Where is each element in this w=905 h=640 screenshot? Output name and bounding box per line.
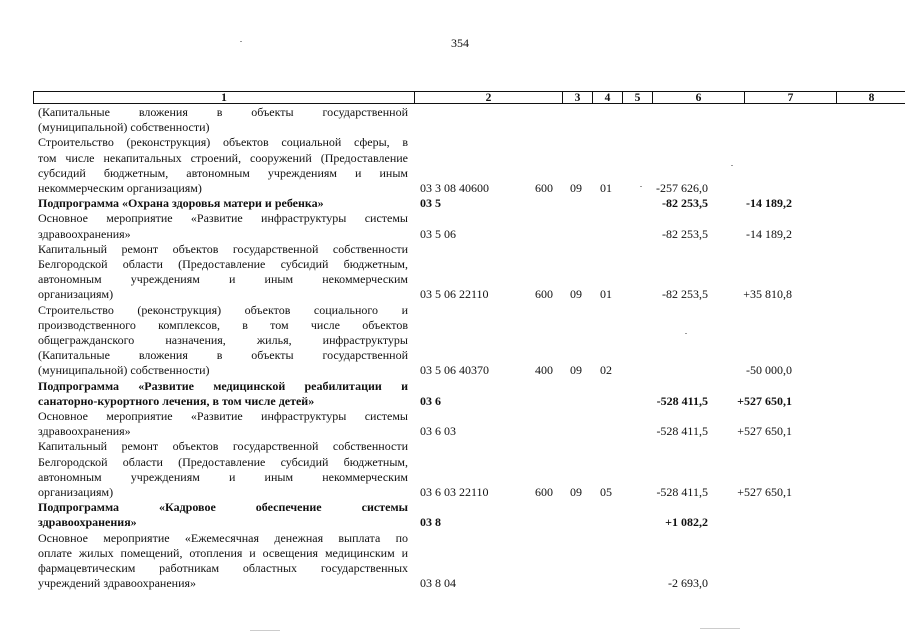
amount-col-7: +527 650,1 xyxy=(737,424,792,439)
expense-type: 600 xyxy=(535,484,553,499)
description-line: Капитальный ремонт объектов государственной собственности xyxy=(38,241,408,256)
description-line: автономным учреждениям и иным некоммерческим xyxy=(38,272,408,287)
description-line: субсидий бюджетным, автономным учреждениям и иным xyxy=(38,165,408,180)
header-col-5: 5 xyxy=(623,91,653,104)
description-line: здравоохранения» xyxy=(38,226,131,241)
row-description xyxy=(38,303,408,379)
page-number: 354 xyxy=(451,36,469,50)
description-line: Подпрограмма «Развитие медицинской реабилитации и xyxy=(38,378,408,393)
section: 09 xyxy=(570,180,582,195)
budget-code: 03 6 03 22110 xyxy=(420,484,489,499)
expense-type: 400 xyxy=(535,363,553,378)
description-line: том числе некапитальных строений, сооружений (Предоставление xyxy=(38,150,408,165)
amount-col-6: -528 411,5 xyxy=(656,484,708,499)
header-col-4: 4 xyxy=(593,91,623,104)
description-line: Основное мероприятие «Развитие инфраструктуры системы xyxy=(38,211,408,226)
row-description xyxy=(38,379,408,409)
row-description xyxy=(38,135,408,196)
row-description xyxy=(38,211,408,241)
amount-col-6: -528 411,5 xyxy=(656,424,708,439)
scan-speck xyxy=(240,41,242,42)
amount-col-6: -82 253,5 xyxy=(662,196,708,211)
description-line: (муниципальной) собственности) xyxy=(38,363,210,378)
budget-code: 03 8 04 xyxy=(420,576,456,591)
description-line: производственного комплексов, в том числе объектов xyxy=(38,317,408,332)
section: 09 xyxy=(570,363,582,378)
subsection: 05 xyxy=(600,484,612,499)
description-line: общегражданского назначения, жилья, инфраструктуры xyxy=(38,333,408,347)
budget-code: 03 5 06 xyxy=(420,226,456,241)
header-col-8: 8 xyxy=(837,91,905,104)
header-col-7: 7 xyxy=(745,91,837,104)
amount-col-7: -50 000,0 xyxy=(746,363,792,378)
amount-col-6: -2 693,0 xyxy=(668,576,708,591)
budget-code: 03 3 08 40600 xyxy=(420,180,489,195)
subsection: 02 xyxy=(600,363,612,378)
budget-code: 03 6 03 xyxy=(420,424,456,439)
amount-col-7: +527 650,1 xyxy=(737,484,792,499)
scan-speck xyxy=(685,333,687,334)
description-line: Капитальный ремонт объектов государственной собственности xyxy=(38,439,408,454)
amount-col-7: +527 650,1 xyxy=(737,393,792,408)
description-line: здравоохранения» xyxy=(38,515,137,530)
amount-col-6: -82 253,5 xyxy=(662,287,708,302)
description-line: здравоохранения» xyxy=(38,424,131,439)
amount-col-7: -14 189,2 xyxy=(746,226,792,241)
description-line: Основное мероприятие «Ежемесячная денежная выплата по xyxy=(38,530,408,545)
description-line: Основное мероприятие «Развитие инфраструктуры системы xyxy=(38,409,408,423)
row-description xyxy=(38,242,408,303)
description-line: автономным учреждениям и иным некоммерческим xyxy=(38,469,408,484)
budget-code: 03 5 06 40370 xyxy=(420,363,489,378)
row-description xyxy=(38,105,408,135)
subsection: 01 xyxy=(600,287,612,302)
budget-code: 03 5 06 22110 xyxy=(420,287,489,302)
header-col-6: 6 xyxy=(653,91,745,104)
amount-col-7: -14 189,2 xyxy=(746,196,792,211)
scan-speck xyxy=(640,186,642,187)
expense-type: 600 xyxy=(535,180,553,195)
amount-col-6: -528 411,5 xyxy=(656,393,708,408)
description-line: (Капитальные вложения в объекты государственной xyxy=(38,105,408,119)
description-line: организациям) xyxy=(38,485,114,499)
description-line: Строительство (реконструкция) объектов социального и xyxy=(38,302,408,317)
row-description xyxy=(38,500,408,530)
description-line: Строительство (реконструкция) объектов социальной сферы, в xyxy=(38,135,408,150)
description-line: фармацевтическим работникам областных государственных xyxy=(38,561,408,575)
amount-col-6: +1 082,2 xyxy=(665,515,708,530)
row-description xyxy=(38,439,408,500)
scan-speck xyxy=(700,628,740,629)
amount-col-6: -82 253,5 xyxy=(662,226,708,241)
description-line: учреждений здравоохранения» xyxy=(38,576,197,591)
row-description xyxy=(38,409,408,439)
description-line: Белгородской области (Предоставление субсидий бюджетным, xyxy=(38,257,408,271)
row-description xyxy=(38,531,408,592)
amount-col-7: +35 810,8 xyxy=(743,287,792,302)
description-line: Белгородской области (Предоставление субсидий бюджетным, xyxy=(38,454,408,469)
scan-speck xyxy=(250,630,280,631)
header-col-1: 1 xyxy=(33,91,415,104)
description-line: Подпрограмма «Охрана здоровья матери и ребенка» xyxy=(38,196,324,211)
amount-col-6: -257 626,0 xyxy=(656,180,708,195)
section: 09 xyxy=(570,484,582,499)
description-line: организациям) xyxy=(38,287,114,302)
description-line: Подпрограмма «Кадровое обеспечение системы xyxy=(38,500,408,515)
budget-code: 03 6 xyxy=(420,393,441,408)
header-col-2: 2 xyxy=(415,91,563,104)
budget-code: 03 5 xyxy=(420,196,441,211)
description-line: оплате жилых помещений, отопления и освещения медицинским и xyxy=(38,545,408,560)
description-line: некоммерческим организациям) xyxy=(38,181,202,195)
row-description xyxy=(38,196,408,211)
budget-code: 03 8 xyxy=(420,515,441,530)
header-col-3: 3 xyxy=(563,91,593,104)
description-line: санаторно-курортного лечения, в том числе детей» xyxy=(38,393,315,408)
description-line: (муниципальной) собственности) xyxy=(38,120,210,135)
expense-type: 600 xyxy=(535,287,553,302)
section: 09 xyxy=(570,287,582,302)
description-line: (Капитальные вложения в объекты государственной xyxy=(38,348,408,363)
subsection: 01 xyxy=(600,180,612,195)
scan-speck xyxy=(731,165,733,166)
